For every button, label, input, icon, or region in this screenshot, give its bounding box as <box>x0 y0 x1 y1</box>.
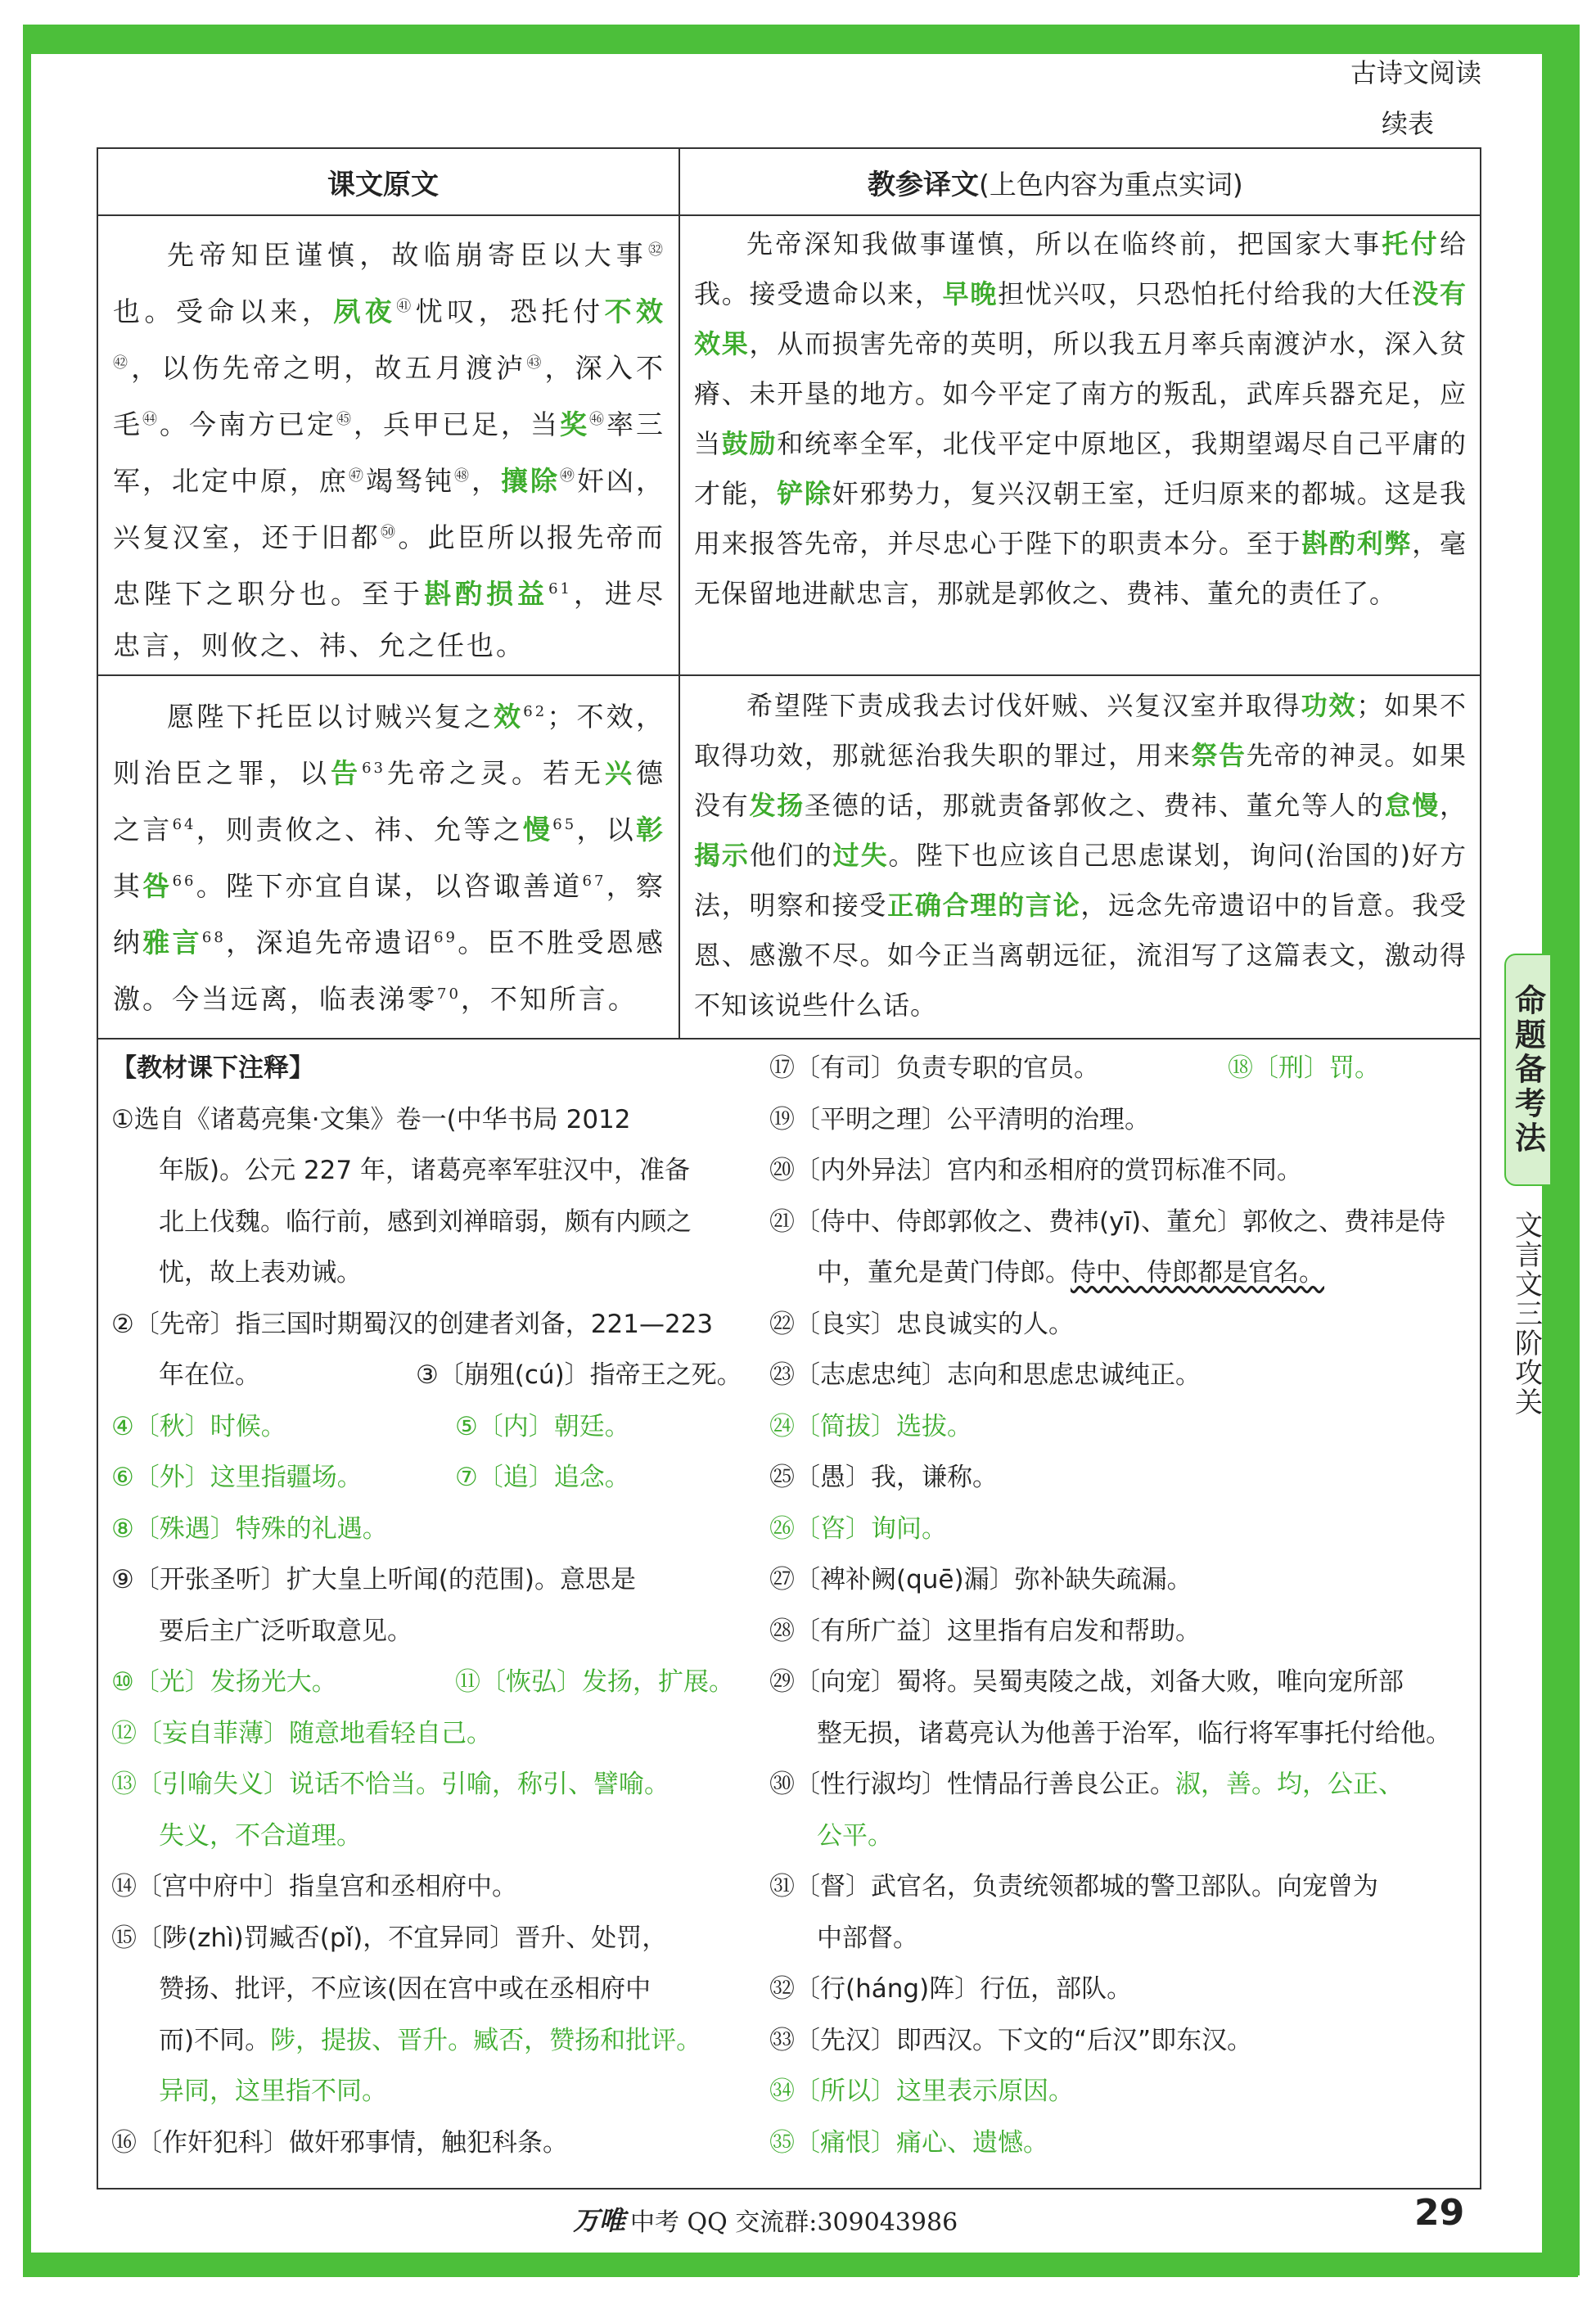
text-run: 给我。接受遗命以来， <box>694 228 1467 309</box>
note-number: ① <box>111 1104 134 1134</box>
note-text: 〔有司〕负责专职的官员。 <box>795 1053 1099 1083</box>
text-run: 也。受命以来， <box>113 295 334 327</box>
note-item <box>769 1964 1473 2015</box>
keyword: 没有效果 <box>694 278 1467 359</box>
note-number: ⑱ <box>1228 1053 1253 1083</box>
note-number: ㉝ <box>769 2025 795 2055</box>
note-continuation <box>111 1964 774 2015</box>
continued-label: 续表 <box>1382 108 1435 139</box>
text-run: 圣德的话，那就责备郭攸之、费祎、董允等人的 <box>804 790 1385 821</box>
text-run: ，以伤先帝之明，故五月渡泸 <box>131 352 527 384</box>
text-run: ；不效，则治臣之罪，以 <box>113 701 666 789</box>
text-run: 率三军，北定中原，庶 <box>113 408 665 497</box>
text-run: 奸凶，兴复汉室，还于旧都 <box>113 465 665 553</box>
notes-title: 【教材课下注释】 <box>111 1053 314 1083</box>
footnote-ref: 65 <box>552 816 577 833</box>
note-continuation <box>769 1913 1473 1964</box>
note-number: ⑪ <box>455 1667 480 1697</box>
side-tabs <box>1504 954 1550 1456</box>
text-run: 。今南方已定 <box>160 408 336 440</box>
footnote-ref: ㊹ <box>142 411 160 428</box>
row2-original <box>113 686 665 1025</box>
note-item <box>769 1043 1473 1094</box>
note-number: ⑲ <box>769 1104 795 1134</box>
keyword: 攘除 <box>501 465 560 497</box>
note-number: ⑦ <box>455 1463 478 1492</box>
note-item <box>111 2117 774 2169</box>
text-run: 和统率全军，北伐平定中原地区，我期望竭尽自己平庸的才能， <box>694 428 1467 509</box>
page-number: 29 <box>1414 2192 1465 2234</box>
note-item <box>111 1401 774 1453</box>
footnote-ref: ㊺ <box>336 411 354 428</box>
text-run: ，以 <box>576 814 637 846</box>
note-text: 〔简拔〕选拔。 <box>795 1411 972 1441</box>
note-number: ㉟ <box>769 2127 795 2158</box>
note-number: ㉕ <box>769 1463 795 1492</box>
note-number: ㉒ <box>769 1309 795 1339</box>
note-continuation <box>111 1145 774 1197</box>
note-text: 而)不同。 <box>159 2025 271 2055</box>
keyword: 祭告 <box>1191 740 1247 771</box>
note-item <box>111 1657 774 1708</box>
note-text: 〔宫中府中〕指皇宫和丞相府中。 <box>137 1872 517 1901</box>
note-number: ㉔ <box>769 1411 795 1441</box>
note-item <box>111 1913 774 1964</box>
text-run: 德之言 <box>113 757 666 846</box>
note-continuation <box>111 1197 774 1248</box>
footer-text: 中考 QQ 交流群:309043986 <box>630 2208 958 2237</box>
note-item <box>769 1197 1473 1248</box>
row2-translation <box>694 681 1467 1030</box>
note-number: ㉞ <box>769 2077 795 2106</box>
note-item <box>769 1861 1473 1913</box>
note-text: 〔陟(zhì)罚臧否(pǐ)，不宜异同〕晋升、处罚， <box>137 1923 668 1953</box>
text-run: 先帝之灵。若无 <box>385 757 606 789</box>
note-number: ㉑ <box>769 1206 795 1237</box>
keyword: 发扬 <box>749 790 805 821</box>
note-continuation <box>769 1247 1473 1299</box>
text-run: ， <box>471 465 501 497</box>
keyword: 托付 <box>1382 228 1440 259</box>
note-item <box>769 2015 1473 2067</box>
text-run: 。此臣所以报先帝而忠陛下之职分也。至于 <box>113 521 666 610</box>
footnote-ref: 66 <box>172 873 196 890</box>
section-title: 古诗文阅读 <box>1350 57 1482 88</box>
note-text: 向宠曾为 <box>1277 1872 1378 1901</box>
note-text: 〔裨补阙(quē)漏〕弥补缺失疏漏。 <box>795 1565 1192 1594</box>
note-number: ㉖ <box>769 1513 795 1544</box>
brand-logo: 万唯 <box>573 2205 626 2236</box>
note-text: 〔咨〕询问。 <box>795 1513 947 1544</box>
note-text: 赞扬、批评，不应该(因在宫中或在丞相府中 <box>159 1974 651 2004</box>
note-text: 〔平明之理〕公平清明的治理。 <box>795 1104 1150 1134</box>
note-number: ⑤ <box>455 1411 478 1441</box>
tab-main[interactable]: 命题备考法 <box>1504 954 1552 1186</box>
note-text: 〔良实〕忠良诚实的人。 <box>795 1309 1074 1339</box>
text-run: ，深入不毛 <box>113 352 666 440</box>
note-text: 〔内外异法〕宫内和丞相府的赏罚标准不同。 <box>795 1156 1302 1185</box>
frame-bottom-bar <box>23 2253 1578 2277</box>
note-item <box>769 1606 1473 1657</box>
text-run: 奸邪势力，复兴汉朝王室，迁归原来的都城。这是我用来报答先帝，并尽忠心于陛下的职责本分。至于 <box>694 478 1467 559</box>
note-text: 〔追〕追念。 <box>477 1463 630 1492</box>
note-number: ⑩ <box>111 1667 134 1697</box>
note-text: 陟，提拔、晋升。臧否，赞扬和批评。 <box>270 2025 702 2055</box>
note-item <box>111 1861 774 1913</box>
note-number: ㉗ <box>769 1565 795 1594</box>
note-continuation <box>111 2015 774 2067</box>
note-text: 公平。 <box>817 1820 893 1851</box>
comparison-table <box>97 147 1481 1040</box>
keyword: 揭示 <box>694 840 750 871</box>
note-text: 失义，不合道理。 <box>159 1820 362 1851</box>
note-number: ㉓ <box>769 1360 795 1390</box>
text-run: ，从而损害先帝的英明，所以我五月率兵南渡泸水，深入贫瘠、未开垦的地方。如今平定了南方的叛乱，武库兵器充足，应当 <box>694 328 1467 459</box>
text-run: ，察纳 <box>113 870 666 958</box>
keyword: 不效 <box>604 295 666 327</box>
note-number: ㉘ <box>769 1616 795 1646</box>
keyword: 正确合理的言论 <box>887 890 1081 921</box>
note-number: ⑭ <box>111 1872 137 1901</box>
note-item <box>769 1657 1473 1708</box>
text-run: 先帝的神灵。如果没有 <box>694 740 1467 821</box>
note-text: 中部督。 <box>817 1923 918 1953</box>
col2-header: 教参译文(上色内容为重点实词) <box>868 169 1243 201</box>
note-item <box>769 1452 1473 1504</box>
note-number: ⑮ <box>111 1923 137 1953</box>
footnote-ref: ㊸ <box>526 354 545 372</box>
note-number: ⑬ <box>111 1770 137 1799</box>
text-run: 希望陛下责成我去讨伐奸贼、兴复汉室并取得 <box>746 690 1301 721</box>
note-text: 选自《诸葛亮集·文集》卷一(中华书局 2012 <box>133 1104 631 1134</box>
text-run: ，兵甲已足，当 <box>354 408 560 440</box>
tab-sub[interactable]: 文言文三阶攻关 <box>1509 1211 1543 1417</box>
text-run: 先帝深知我做事谨慎，所以在临终前，把国家大事 <box>746 228 1382 259</box>
keyword: 铲除 <box>777 478 832 509</box>
keyword: 雅言 <box>142 927 202 958</box>
note-number: ③ <box>416 1360 439 1390</box>
keyword: 兴 <box>605 757 637 789</box>
footnote-ref: 69 <box>434 929 458 946</box>
note-item <box>769 1554 1473 1606</box>
note-text: 要后主广泛听取意见。 <box>159 1616 413 1646</box>
row-divider <box>98 674 1480 676</box>
note-item <box>769 2117 1473 2169</box>
note-text: 侍中、侍郎都是官名。 <box>1071 1258 1324 1288</box>
text-run: ， <box>1439 790 1467 821</box>
note-text: 〔向宠〕蜀将。吴蜀夷陵之战，刘备大败，唯向宠所部 <box>795 1667 1404 1697</box>
note-text: 中，董允是黄门侍郎。 <box>817 1258 1071 1288</box>
footnote-ref: ㊷ <box>113 354 132 372</box>
note-text: 整无损，诸葛亮认为他善于治军，临行将军事托付给他。 <box>817 1718 1451 1748</box>
note-item <box>769 2066 1473 2117</box>
footnote-ref: ㊶ <box>396 298 416 315</box>
note-continuation <box>769 1811 1473 1862</box>
text-run: 他们的 <box>749 840 833 871</box>
note-item <box>769 1350 1473 1401</box>
note-text: 〔崩殂(cú)〕指帝王之死。 <box>438 1360 742 1390</box>
note-text: 〔刑〕罚。 <box>1253 1053 1380 1083</box>
text-run: 。陛下亦宜自谋，以咨诹善道 <box>196 870 583 902</box>
keyword: 效 <box>494 701 524 733</box>
frame-left-bar <box>23 25 31 2275</box>
note-item <box>769 1299 1473 1351</box>
footnote-ref: 62 <box>523 703 548 720</box>
note-text: 〔引喻失义〕说话不恰当。引喻，称引、譬喻。 <box>137 1770 670 1799</box>
text-run: 其 <box>113 870 143 902</box>
footnote-ref: ㊼ <box>349 467 366 485</box>
note-text: 〔内〕朝廷。 <box>477 1411 630 1441</box>
keyword: 告 <box>331 757 363 789</box>
keyword: 功效 <box>1301 690 1357 721</box>
note-text: 〔痛恨〕痛心、遗憾。 <box>795 2127 1048 2158</box>
keyword: 过失 <box>832 840 889 871</box>
keyword: 奖 <box>560 408 589 440</box>
notes-right-column <box>769 1043 1473 2168</box>
note-text: 〔所以〕这里表示原因。 <box>795 2077 1074 2106</box>
note-continuation <box>111 1811 774 1862</box>
note-continuation <box>111 1247 774 1299</box>
keyword: 咎 <box>142 870 173 902</box>
footnote-ref: ㊾ <box>560 467 577 485</box>
text-run: ，进尽忠言，则攸之、祎、允之任也。 <box>113 578 666 661</box>
note-number: ㉙ <box>769 1667 795 1697</box>
note-text: 〔侍中、侍郎郭攸之、费祎(yī)、董允〕郭攸之、费祎是侍 <box>795 1206 1446 1237</box>
footnote-ref: ㊻ <box>589 411 606 428</box>
frame-top-bar <box>23 25 1578 54</box>
note-item <box>111 1504 774 1555</box>
note-text: 〔行(háng)阵〕行伍，部队。 <box>795 1974 1133 2004</box>
text-run: ，远念先帝遗诏中的旨意。我受恩、感激不尽。如今正当离朝远征，流泪写了这篇表文，激动得不知该说些什么话。 <box>694 890 1467 1021</box>
text-run: ，毫无保留地进献忠言，那就是郭攸之、费祎、董允的责任了。 <box>694 528 1467 609</box>
note-text: 〔志虑忠纯〕志向和思虑忠诚纯正。 <box>795 1360 1201 1390</box>
note-number: ⑳ <box>769 1156 795 1185</box>
note-item <box>111 1452 774 1504</box>
note-item <box>111 1094 774 1146</box>
note-item <box>111 1759 774 1811</box>
note-text: 〔开张圣听〕扩大皇上听闻(的范围)。意思是 <box>133 1565 636 1594</box>
note-number: ㉛ <box>769 1872 795 1901</box>
note-item <box>769 1145 1473 1197</box>
note-number: ⑥ <box>111 1463 134 1492</box>
note-number: ㉜ <box>769 1974 795 2004</box>
header-divider <box>98 214 1480 216</box>
notes-left-column <box>111 1043 774 2168</box>
note-item <box>769 1504 1473 1555</box>
note-number: ④ <box>111 1411 134 1441</box>
note-text: 〔妄自菲薄〕随意地看轻自己。 <box>137 1718 492 1748</box>
text-run: ，则责攸之、祎、允等之 <box>196 814 523 846</box>
note-item <box>769 1094 1473 1146</box>
note-text: 〔光〕发扬光大。 <box>133 1667 337 1697</box>
text-run: 先帝知臣谨慎，故临崩寄臣以大事 <box>167 239 648 271</box>
note-item <box>111 1554 774 1606</box>
note-text: 〔恢弘〕发扬，扩展。 <box>480 1667 734 1697</box>
text-run: 忧叹，恐托付 <box>415 295 605 327</box>
note-text: 〔有所广益〕这里指有启发和帮助。 <box>795 1616 1201 1646</box>
note-text: 忧，故上表劝诫。 <box>159 1258 362 1288</box>
keyword: 夙夜 <box>333 295 397 327</box>
footnote-ref: 63 <box>362 760 385 777</box>
note-item <box>769 1759 1473 1811</box>
footnote-ref: 64 <box>172 816 196 833</box>
keyword: 斟酌损益 <box>424 578 549 610</box>
notes-section <box>97 1040 1481 2190</box>
note-item <box>111 1708 774 1760</box>
footnote-ref: 70 <box>437 985 461 1003</box>
keyword: 彰 <box>636 814 666 846</box>
note-text: 年在位。 <box>159 1360 260 1390</box>
note-text: 〔秋〕时候。 <box>133 1411 286 1441</box>
note-number: ② <box>111 1309 134 1339</box>
footnote-ref: ㉜ <box>648 241 665 259</box>
note-number: ⑯ <box>111 2127 137 2158</box>
keyword: 早晚 <box>942 278 999 309</box>
note-continuation <box>111 1606 774 1657</box>
note-text: 〔殊遇〕特殊的礼遇。 <box>133 1513 388 1544</box>
note-number: ⑧ <box>111 1513 134 1544</box>
note-number: ⑨ <box>111 1565 134 1594</box>
note-text: 异同，这里指不同。 <box>159 2077 387 2106</box>
note-text: 〔外〕这里指疆场。 <box>133 1463 363 1492</box>
note-item <box>111 1299 774 1351</box>
footnote-ref: 67 <box>582 873 606 890</box>
keyword: 斟酌利弊 <box>1301 528 1413 559</box>
row1-original <box>113 224 665 671</box>
row1-translation <box>694 219 1467 619</box>
text-run: 愿陛下托臣以讨贼兴复之 <box>167 701 494 733</box>
note-text: 〔作奸犯科〕做奸邪事情，触犯科条。 <box>137 2127 568 2158</box>
note-number: ㉚ <box>769 1770 795 1799</box>
note-text: 北上伐魏。临行前，感到刘禅暗弱，颇有内顾之 <box>159 1206 692 1237</box>
text-run: ；如果不取得功效，那就惩治我失职的罪过，用来 <box>694 690 1467 771</box>
note-continuation <box>111 2066 774 2117</box>
note-text: 〔先汉〕即西汉。下文的“后汉”即东汉。 <box>795 2025 1253 2055</box>
note-text: 〔先帝〕指三国时期蜀汉的创建者刘备，221—223 <box>133 1309 714 1339</box>
note-text: 〔性行淑均〕性情品行善良公正。 <box>795 1770 1175 1799</box>
keyword: 怠慢 <box>1384 790 1440 821</box>
note-text: 〔愚〕我，谦称。 <box>795 1463 998 1492</box>
text-run: ，深追先帝遗诏 <box>225 927 435 958</box>
note-number: ⑫ <box>111 1718 137 1748</box>
text-run: 。陛下也应该自己思虑谋划，询问(治国的)好方法，明察和接受 <box>694 840 1467 921</box>
footnote-ref: ㊽ <box>454 467 471 485</box>
text-run: ，不知所言。 <box>460 983 638 1015</box>
footnote-ref: ㊿ <box>381 524 399 541</box>
note-text: 年版)。公元 227 年，诸葛亮率军驻汉中，准备 <box>159 1156 690 1185</box>
column-divider <box>679 149 680 1038</box>
text-run: 。臣不胜受恩感激。今当远离，临表涕零 <box>113 927 666 1015</box>
note-text: 〔督〕武官名，负责统领都城的警卫部队。 <box>795 1872 1277 1901</box>
note-text: 淑，善。均，公正、 <box>1175 1770 1404 1799</box>
text-run: 担忧兴叹，只恐怕托付给我的大任 <box>998 278 1413 309</box>
keyword: 慢 <box>522 814 553 846</box>
note-continuation <box>769 1708 1473 1760</box>
footnote-ref: 61 <box>548 580 572 598</box>
note-continuation <box>111 1350 774 1401</box>
note-item <box>769 1401 1473 1453</box>
footnote-ref: 68 <box>201 929 226 946</box>
keyword: 鼓励 <box>721 428 778 459</box>
text-run: 竭驽钝 <box>366 465 454 497</box>
note-number: ⑰ <box>769 1053 795 1083</box>
col1-header: 课文原文 <box>327 169 439 201</box>
